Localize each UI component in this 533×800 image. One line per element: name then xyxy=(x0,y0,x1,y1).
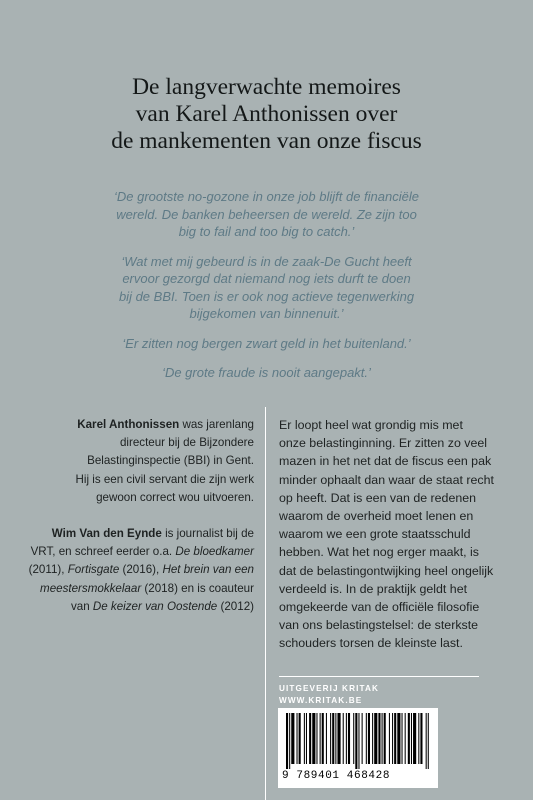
quote-line: ‘De grootste no-gozone in onze job blijft de financiële xyxy=(114,189,419,204)
barcode-bar xyxy=(291,713,294,764)
barcode-bar xyxy=(366,713,367,764)
publisher-name: UITGEVERIJ KRITAK xyxy=(279,684,379,693)
quote-line: ‘De grote fraude is nooit aangepakt.’ xyxy=(162,365,371,380)
headline xyxy=(0,74,533,155)
barcode xyxy=(278,708,438,788)
barcode-bar xyxy=(426,713,427,769)
bio-line: van De keizer van Oostende (2012) xyxy=(70,599,254,613)
description-line: omgekeerde van de officiële filosofie xyxy=(279,600,480,615)
barcode-bar xyxy=(372,713,373,764)
bio-line: meestersmokkelaar (2018) en is coauteur xyxy=(40,581,254,595)
description-line: schouders torsen de kleinste last. xyxy=(279,636,463,651)
barcode-bar xyxy=(299,713,301,764)
description-line: waarom we een grote staatsschuld xyxy=(279,527,471,542)
bio-wim xyxy=(14,525,254,616)
barcode-bar xyxy=(330,713,331,764)
barcode-bar xyxy=(355,713,357,769)
bio-line: (2011), Fortisgate (2016), Het brein van een xyxy=(28,563,254,577)
quote xyxy=(0,364,533,382)
bio-line: directeur bij de Bijzondere xyxy=(119,436,254,450)
barcode-bar xyxy=(378,713,380,764)
barcode-bar xyxy=(326,713,327,764)
barcode-bar xyxy=(358,713,359,769)
description-line: verdeeld is. In de praktijk geldt het xyxy=(279,581,468,596)
quote-line: bijgekomen van binnenuit.’ xyxy=(189,306,344,321)
barcode-bar xyxy=(402,713,403,764)
quote-line: ervoor gezorgd dat niemand nog iets durft te doen xyxy=(122,271,411,286)
bio-line: gewoon correct wou uitvoeren. xyxy=(96,490,254,504)
bio-line: Wim Van den Eynde is journalist bij de xyxy=(51,527,254,541)
description-line: waarom de overheid moet lenen en xyxy=(279,509,474,524)
description-line: mazen in het net dat de fiscus een pak xyxy=(279,454,492,469)
bio-karel xyxy=(14,416,254,507)
barcode-bar xyxy=(374,713,377,764)
barcode-bar xyxy=(382,713,383,764)
quote xyxy=(0,335,533,353)
quote xyxy=(0,253,533,323)
bio-line: VRT, en schreef eerder o.a. De bloedkamer xyxy=(30,545,254,559)
barcode-bar xyxy=(408,713,410,764)
barcode-bar xyxy=(397,713,400,764)
barcode-bar xyxy=(392,713,393,764)
headline-line: van Karel Anthonissen over xyxy=(135,101,398,127)
quote-line: ‘Wat met mij gebeurd is in de zaak-De Gucht heeft xyxy=(121,253,412,269)
headline-line: De langverwachte memoires xyxy=(132,74,401,100)
barcode-bar xyxy=(428,713,429,769)
barcode-bar xyxy=(368,713,370,764)
description-line: Er loopt heel wat grondig mis met xyxy=(279,418,463,432)
barcode-bar xyxy=(418,713,419,764)
barcode-bar xyxy=(322,713,324,764)
barcode-bar xyxy=(286,713,288,769)
barcode-bar xyxy=(332,713,334,764)
description-line: hebben. Wat het nog erger maakt, is xyxy=(279,545,479,560)
barcode-bar xyxy=(394,713,396,764)
barcode-bar xyxy=(353,713,354,764)
barcode-bar xyxy=(420,713,422,764)
quote-line: wereld. De banken beheersen de wereld. Ze zijn too xyxy=(116,206,417,222)
description-line: onze belastinginning. Er zitten zo veel xyxy=(279,436,488,451)
barcode-bar xyxy=(316,713,317,764)
description-line: van ons belastingstelsel: de sterkste xyxy=(279,618,479,633)
quote-line: big to fail and too big to catch.’ xyxy=(178,224,355,239)
publisher-rule xyxy=(279,676,479,677)
author-name: Wim Van den Eynde xyxy=(51,527,162,541)
quote-line: bij de BBI. Toen is er ook nog actieve tegenwerking xyxy=(118,288,415,304)
publisher-url[interactable]: WWW.KRITAK.BE xyxy=(279,695,363,705)
description-line: minder ophaalt dan waar de staat recht xyxy=(279,472,494,487)
quote xyxy=(0,188,533,241)
barcode-bar xyxy=(405,713,406,764)
barcode-bar xyxy=(306,713,307,764)
barcode-bar xyxy=(413,713,416,764)
barcode-bar xyxy=(312,713,315,764)
book-description xyxy=(279,416,519,653)
barcode-bars xyxy=(286,713,430,769)
barcode-bar xyxy=(411,713,412,764)
barcode-bar xyxy=(362,713,363,764)
barcode-bar xyxy=(389,713,390,764)
quote-line: ‘Er zitten nog bergen zwart geld in het buitenland.’ xyxy=(122,335,411,351)
bio-line: Belastinginspectie (BBI) in Gent. xyxy=(87,454,254,468)
barcode-bar xyxy=(309,713,311,764)
headline-line: de mankementen van onze fiscus xyxy=(111,128,422,154)
barcode-bar xyxy=(297,713,298,764)
description-line: op heeft. Dat is een van de redenen xyxy=(279,490,477,505)
barcode-bar xyxy=(343,713,344,764)
barcode-bar xyxy=(335,713,336,764)
barcode-bar xyxy=(346,713,347,764)
bio-line: Karel Anthonissen was jarenlang xyxy=(77,418,254,431)
publisher-info xyxy=(279,683,439,706)
barcode-bar xyxy=(289,713,290,769)
barcode-bar xyxy=(304,713,305,764)
column-divider xyxy=(265,407,266,800)
author-name: Karel Anthonissen xyxy=(77,418,180,431)
isbn-number: 9 789401 468428 xyxy=(282,770,391,782)
barcode-bar xyxy=(384,713,386,764)
barcode-bar xyxy=(337,713,340,764)
quotes xyxy=(0,188,533,394)
barcode-bar xyxy=(320,713,321,764)
bio-line: Hij is een civil servant die zijn werk xyxy=(75,472,254,486)
barcode-bar xyxy=(348,713,350,764)
author-bios xyxy=(14,416,254,634)
description-line: dat de belastingontwijking heel ongelijk xyxy=(279,563,494,578)
